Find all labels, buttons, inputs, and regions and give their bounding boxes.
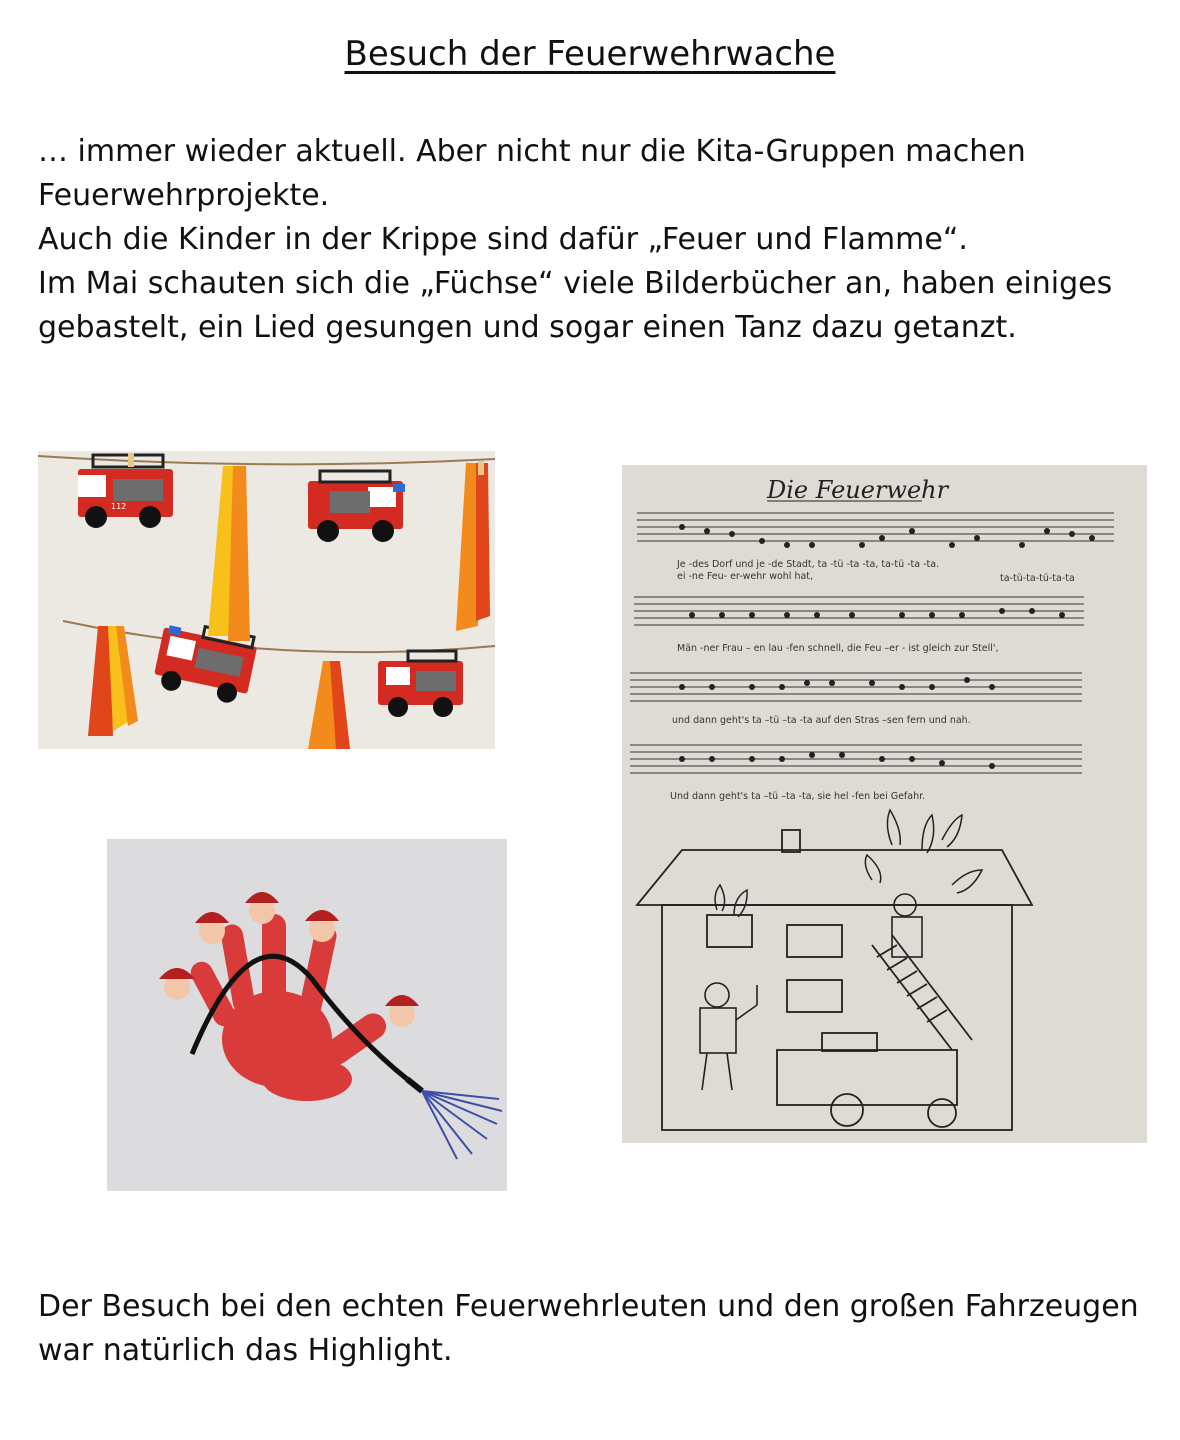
fire-truck-garland-photo (38, 451, 495, 749)
intro-line: Im Mai schauten sich die „Füchse“ viele Bilderbücher an, haben einiges (38, 266, 1113, 301)
closing-text (38, 1285, 1148, 1373)
lyric-line: Und dann geht's ta –tü –ta -ta, sie hel -fen bei Gefahr. (670, 791, 926, 802)
lyric-line: ta-tü-ta-tü-ta-ta (1000, 573, 1075, 584)
lyric-line: und dann geht's ta –tü –ta -ta auf den Stras –sen fern und nah. (672, 715, 971, 726)
closing-line: war natürlich das Highlight. (38, 1333, 453, 1368)
page-title: Besuch der Feuerwehrwache (344, 34, 836, 74)
song-sheet-photo (622, 465, 1147, 1143)
lyric-line: ei -ne Feu- er-wehr wohl hat, (677, 571, 814, 582)
intro-line: Auch die Kinder in der Krippe sind dafür „Feuer und Flamme“. (38, 222, 968, 257)
closing-line: Der Besuch bei den echten Feuerwehrleuten und den großen Fahrzeugen (38, 1289, 1139, 1324)
song-title: Die Feuerwehr (767, 476, 949, 504)
lyric-line: Män -ner Frau – en lau -fen schnell, die Feu –er - ist gleich zur Stell', (677, 643, 999, 654)
lyric-line: Je -des Dorf und je -de Stadt, ta -tü -ta -ta, ta-tü -ta -ta. (677, 559, 940, 570)
intro-line: gebastelt, ein Lied gesungen und sogar einen Tanz dazu getanzt. (38, 310, 1017, 345)
truck-number: 112 (111, 502, 127, 511)
handprint-firefighters-photo (107, 839, 507, 1191)
intro-line: … immer wieder aktuell. Aber nicht nur die Kita-Gruppen machen (38, 134, 1026, 169)
intro-text (38, 130, 1148, 350)
intro-line: Feuerwehrprojekte. (38, 178, 330, 213)
